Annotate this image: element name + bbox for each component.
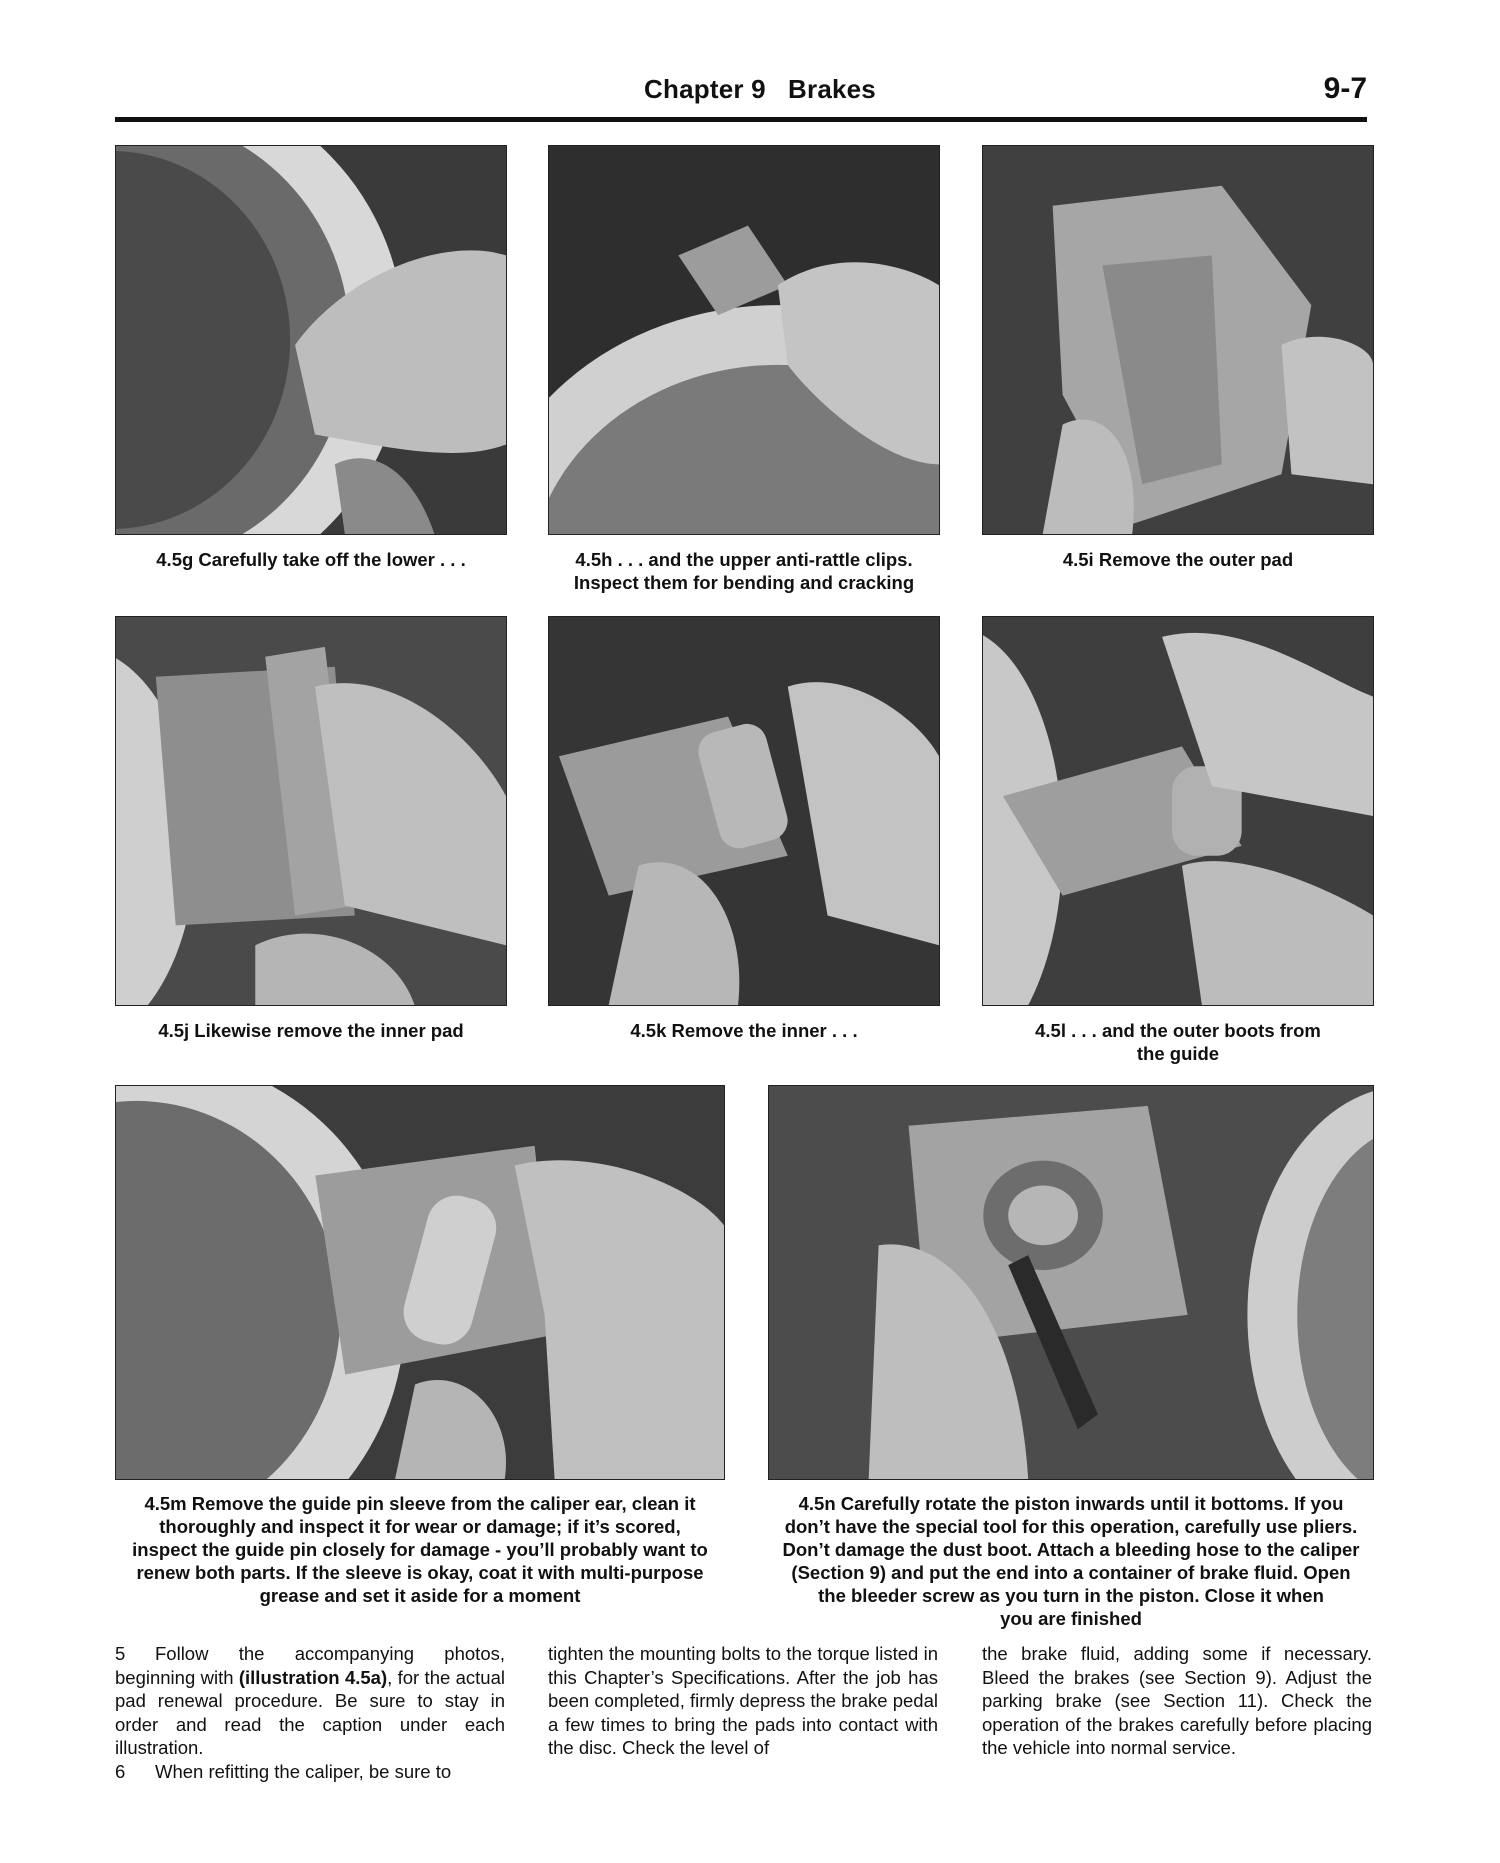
caption-4-5n	[762, 1492, 1380, 1630]
caption-line: renew both parts. If the sleeve is okay, coat it with multi-purpose	[136, 1562, 704, 1583]
caption-line: 4.5l . . . and the outer boots from	[1035, 1020, 1321, 1041]
caption-line: the guide	[1136, 1043, 1220, 1064]
caption-line: grease and set it aside for a moment	[259, 1585, 581, 1606]
paragraph-text: the brake fluid, adding some if necessary. Bleed the brakes (see Section 9). Adjust the parking brake (see Section 11). Check the operation of the brakes carefully before placing the vehicle into normal service.	[982, 1643, 1372, 1758]
paragraph-number: 6	[115, 1760, 126, 1782]
caption-line: thoroughly and inspect it for wear or damage; if it’s scored,	[159, 1516, 681, 1537]
caption-4-5h	[548, 548, 940, 594]
caption-line: inspect the guide pin closely for damage - you’ll probably want to	[132, 1539, 708, 1560]
caption-4-5i: 4.5i Remove the outer pad	[1062, 549, 1294, 570]
photo-4-5i	[982, 145, 1374, 535]
caption-4-5g: 4.5g Carefully take off the lower . . .	[156, 549, 466, 570]
illustration-reference: (illustration 4.5a)	[238, 1666, 388, 1688]
caption-line: don’t have the special tool for this operation, carefully use pliers.	[784, 1516, 1358, 1537]
body-column-3	[982, 1642, 1372, 1760]
photo-4-5m	[115, 1085, 725, 1480]
photo-4-5h	[548, 145, 940, 535]
caption-4-5j: 4.5j Likewise remove the inner pad	[158, 1020, 464, 1041]
caption-line: Don’t damage the dust boot. Attach a bleeding hose to the caliper	[782, 1539, 1360, 1560]
caption-line: 4.5m Remove the guide pin sleeve from the caliper ear, clean it	[144, 1493, 696, 1514]
caption-line: Inspect them for bending and cracking	[573, 572, 915, 593]
paragraph-text: , for the actual pad renewal procedure. Be sure to stay in order and read the caption under each illustration.	[115, 1666, 505, 1758]
paragraph-text: tighten the mounting bolts to the torque listed in this Chapter’s Specifications. After the job has been completed, firmly depress the brake pedal a few times to bring the pads into contact with the disc. Check the level of	[548, 1643, 938, 1758]
paragraph-5	[115, 1642, 505, 1760]
caption-4-5m	[115, 1492, 725, 1607]
paragraph-6	[115, 1760, 505, 1784]
caption-4-5k: 4.5k Remove the inner . . .	[630, 1020, 858, 1041]
photo-4-5g	[115, 145, 507, 535]
body-column-1	[115, 1642, 505, 1783]
photo-4-5l	[982, 616, 1374, 1006]
photo-4-5n	[768, 1085, 1374, 1480]
page-number: 9-7	[1323, 72, 1367, 105]
chapter-title: Chapter 9 Brakes	[644, 74, 876, 104]
caption-line: (Section 9) and put the end into a container of brake fluid. Open	[791, 1562, 1351, 1583]
caption-line: you are finished	[1000, 1608, 1142, 1629]
caption-line: the bleeder screw as you turn in the piston. Close it when	[818, 1585, 1324, 1606]
paragraph-number: 5	[115, 1643, 126, 1664]
header-rule	[115, 117, 1367, 122]
caption-line: 4.5n Carefully rotate the piston inwards until it bottoms. If you	[798, 1493, 1344, 1514]
caption-4-5l	[982, 1019, 1374, 1065]
photo-4-5j	[115, 616, 507, 1006]
body-column-2	[548, 1642, 938, 1760]
photo-4-5k	[548, 616, 940, 1006]
paragraph-text: When refitting the caliper, be sure to	[155, 1760, 452, 1782]
caption-line: 4.5h . . . and the upper anti-rattle clips.	[575, 549, 913, 570]
paragraph-text: Follow the accompanying photos, beginning with	[115, 1643, 505, 1688]
